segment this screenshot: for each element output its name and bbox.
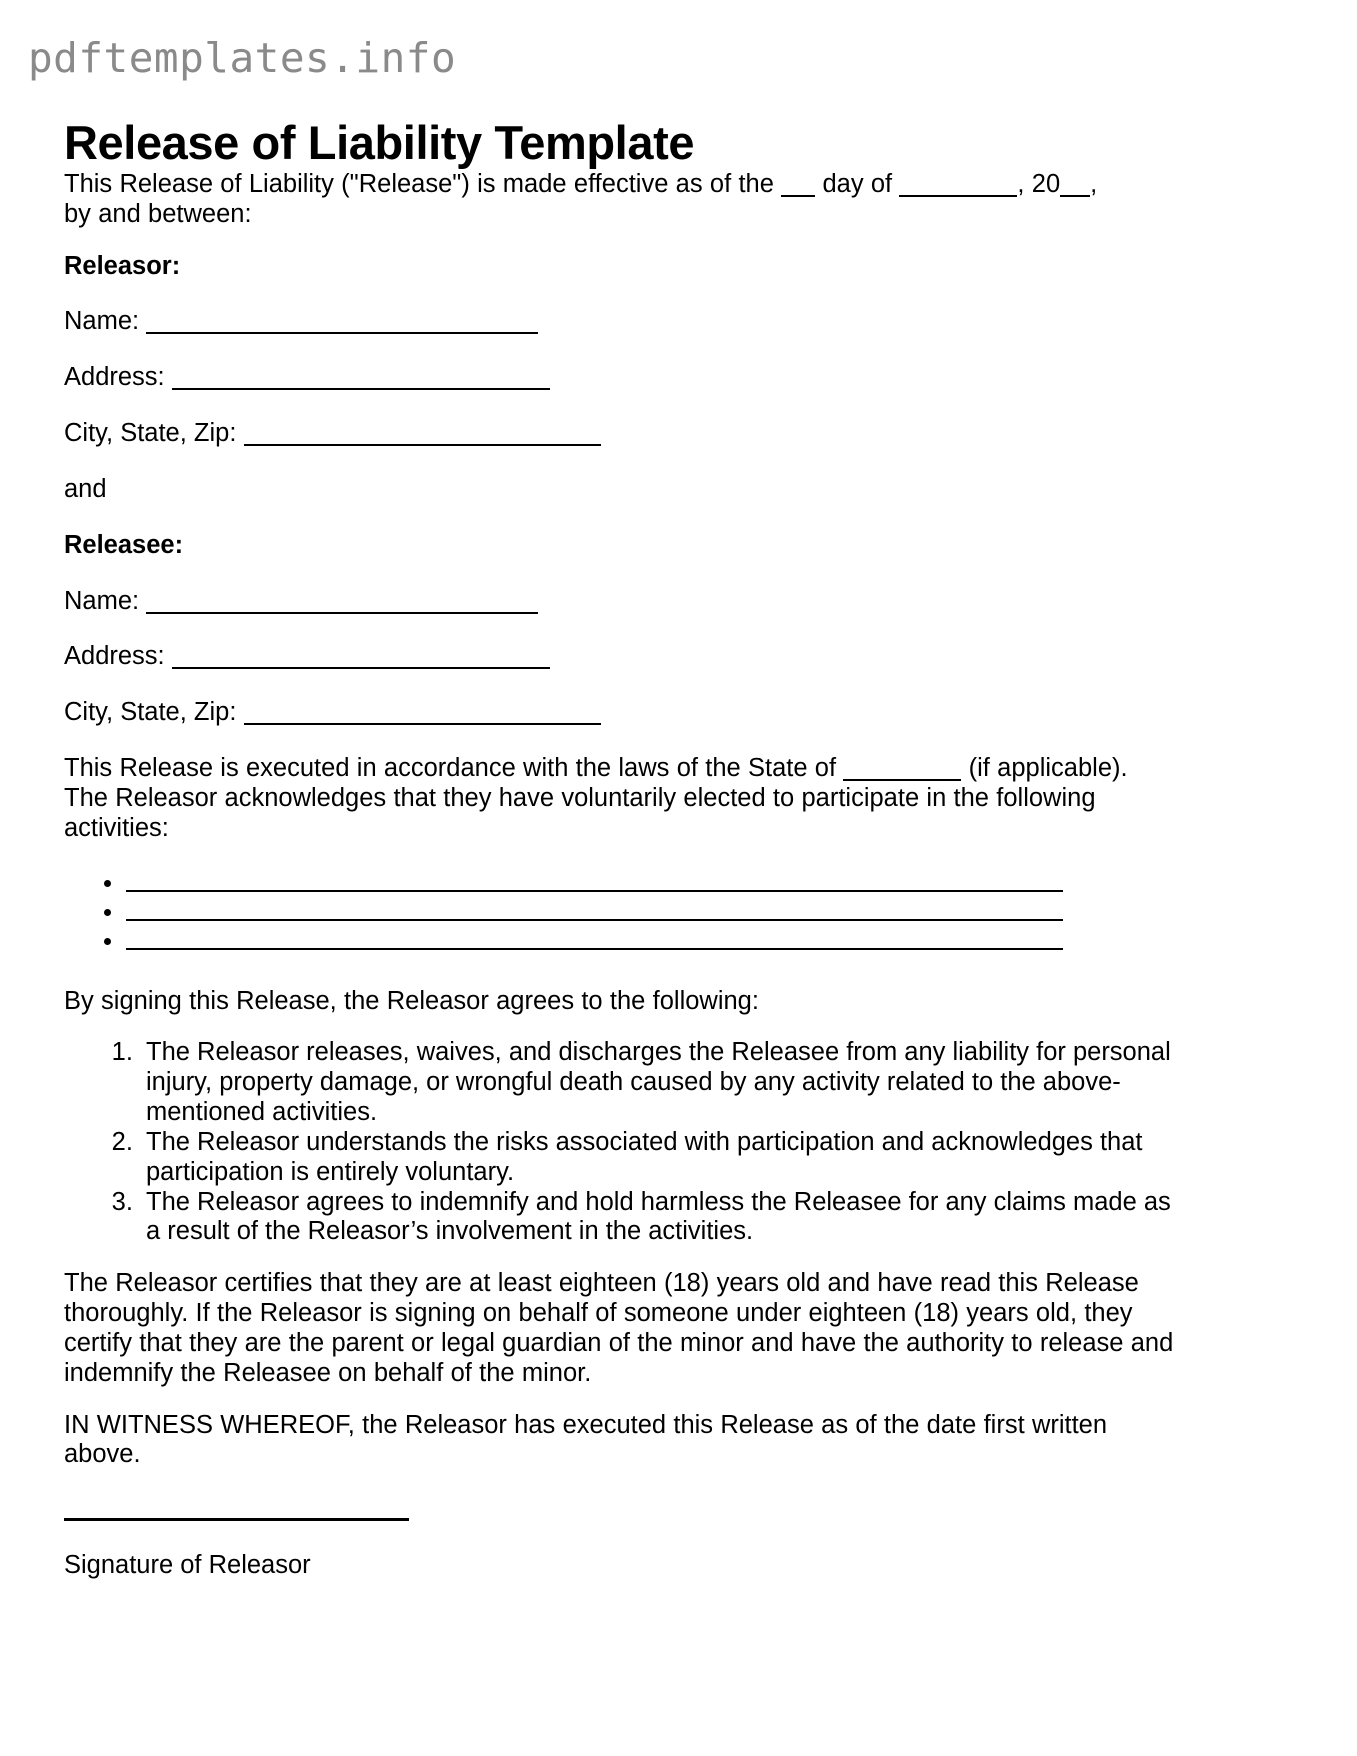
certification-paragraph: The Releasor certifies that they are at least eighteen (18) years old and have read this Release thoroughly. If the Releasor is signing on behalf of someone under eighteen (18) years old, they certify that they are the parent or legal guardian of the minor and have the authority to release and indemnify the Releasee on behalf of the minor. <box>64 1269 1174 1387</box>
releasee-city-state-zip-blank <box>244 723 601 725</box>
releasee-city-state-zip-field <box>64 698 1177 728</box>
releasor-name-field <box>64 307 1177 337</box>
intro-paragraph <box>64 170 1177 230</box>
releasor-address-label: Address: <box>64 363 165 392</box>
releasee-address-label: Address: <box>64 642 165 671</box>
releasor-name-blank <box>146 332 538 334</box>
list-item <box>104 899 1177 928</box>
releasor-heading: Releasor: <box>64 251 181 280</box>
list-item: 1. The Releasor releases, waives, and discharges the Releasee from any liability for personal injury, property damage, or wrongful death caused by any activity related to the above-mentioned activities. <box>140 1038 1177 1127</box>
bullet-icon <box>104 938 111 945</box>
releasor-city-state-zip-field <box>64 419 1177 449</box>
list-item <box>104 928 1177 957</box>
state-blank <box>843 779 961 781</box>
releasee-address-field <box>64 642 1177 672</box>
day-blank <box>781 195 815 197</box>
witness-paragraph: IN WITNESS WHEREOF, the Releasor has executed this Release as of the date first written above. <box>64 1410 1108 1469</box>
watermark-pdftemplates-info: pdftemplates.info <box>28 34 457 82</box>
governing-law-part1: This Release is executed in accordance with the laws of the State of <box>64 754 844 783</box>
releasee-city-state-zip-label: City, State, Zip: <box>64 698 237 727</box>
list-item: 2. The Releasor understands the risks associated with participation and acknowledges that participation is entirely voluntary. <box>140 1128 1177 1188</box>
releasor-city-state-zip-blank <box>244 444 601 446</box>
releasor-address-blank <box>172 388 550 390</box>
intro-text-part4: , <box>1090 170 1098 198</box>
list-item <box>104 870 1177 899</box>
year-blank <box>1060 195 1090 197</box>
intro-text-part2: day of <box>815 170 900 198</box>
governing-law-part2: (if applicable). The Releasor acknowledges that they have voluntarily elected to participate in the following activities: <box>64 754 1128 842</box>
signature-line <box>64 1518 409 1521</box>
releasee-name-label: Name: <box>64 586 140 615</box>
agreement-items-list <box>64 1038 1177 1247</box>
activity-blank-line <box>126 919 1063 921</box>
signature-label: Signature of Releasor <box>64 1551 311 1580</box>
releasee-address-blank <box>172 667 550 669</box>
intro-text-line2: by and between: <box>64 199 252 228</box>
releasee-name-field <box>64 587 1177 617</box>
month-blank <box>899 195 1017 197</box>
agreement-intro-paragraph: By signing this Release, the Releasor agrees to the following: <box>64 986 759 1015</box>
releasee-heading: Releasee: <box>64 530 184 559</box>
document-body <box>64 170 1177 1581</box>
intro-text-part3: , 20 <box>1017 170 1061 198</box>
bullet-icon <box>104 909 111 916</box>
activity-blank-line <box>126 948 1063 950</box>
releasor-city-state-zip-label: City, State, Zip: <box>64 419 237 448</box>
activity-blank-line <box>126 890 1063 892</box>
bullet-icon <box>104 880 111 887</box>
releasor-name-label: Name: <box>64 307 140 336</box>
releasor-address-field <box>64 363 1177 393</box>
conjunction-and: and <box>64 474 107 503</box>
page-title: Release of Liability Template <box>64 116 695 170</box>
governing-law-paragraph <box>64 754 1177 843</box>
releasee-name-blank <box>146 612 538 614</box>
activity-blank-list <box>64 870 1177 957</box>
intro-text-part1: This Release of Liability ("Release") is made effective as of the <box>64 170 782 198</box>
list-item: 3. The Releasor agrees to indemnify and hold harmless the Releasee for any claims made as a result of the Releasor’s involvement in the activities. <box>140 1188 1177 1248</box>
